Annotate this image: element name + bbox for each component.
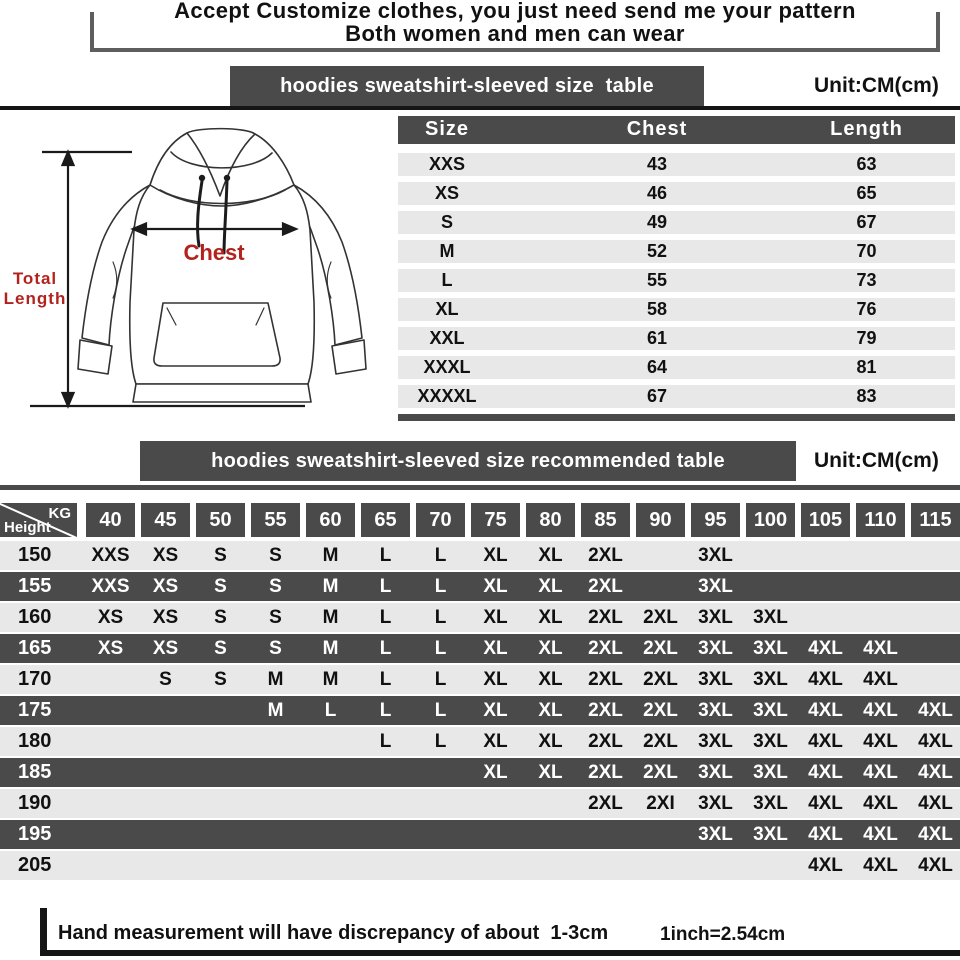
rec-size-cell: L bbox=[434, 731, 447, 752]
rec-size-cell: 3XL bbox=[698, 731, 733, 752]
rec-weight-header-cell: 110 bbox=[856, 503, 905, 537]
rec-size-cell: 4XL bbox=[863, 762, 898, 783]
rec-size-cell: 4XL bbox=[863, 855, 898, 876]
size-table-cell: M bbox=[439, 241, 455, 261]
rec-table-row bbox=[0, 789, 960, 818]
hoodie-measurement-diagram bbox=[0, 112, 400, 432]
rec-size-cell: L bbox=[379, 576, 392, 597]
rec-size-cell: XL bbox=[538, 669, 563, 690]
size-table-col-size: Size bbox=[424, 118, 470, 140]
rec-size-cell: M bbox=[267, 669, 284, 690]
size-table-cell: 64 bbox=[646, 357, 668, 377]
size-table-cell: 63 bbox=[856, 154, 877, 174]
rec-size-cell: XL bbox=[483, 638, 508, 659]
rec-table-row bbox=[0, 665, 960, 694]
rec-table-row bbox=[0, 727, 960, 756]
rec-size-cell: S bbox=[269, 576, 282, 597]
hoodie-hem-band bbox=[133, 384, 311, 402]
size-table-row bbox=[398, 269, 955, 292]
rec-size-cell: 2XL bbox=[588, 762, 623, 783]
divider-line-middle bbox=[0, 485, 960, 490]
size-table-cell: 52 bbox=[646, 241, 668, 261]
rec-size-cell: L bbox=[379, 700, 392, 721]
rec-size-cell: 3XL bbox=[753, 793, 788, 814]
rec-row-height-label: 195 bbox=[18, 823, 52, 845]
rec-size-cell: 2XL bbox=[643, 607, 678, 628]
size-table-cell: 83 bbox=[856, 386, 877, 406]
size-table-cell: XXXXL bbox=[417, 386, 477, 406]
size-table-cell: 76 bbox=[856, 299, 877, 319]
size-table-cell: XXL bbox=[429, 328, 465, 348]
rec-size-cell: M bbox=[322, 607, 339, 628]
rec-size-cell: 2XL bbox=[643, 700, 678, 721]
rec-weight-header-cell: 95 bbox=[691, 503, 740, 537]
rec-size-cell: 3XL bbox=[753, 638, 788, 659]
rec-size-cell: 3XL bbox=[753, 669, 788, 690]
rec-row-height-label: 180 bbox=[18, 730, 52, 752]
rec-weight-header-cell: 45 bbox=[141, 503, 190, 537]
size-table-row bbox=[398, 298, 955, 321]
size-table-cell: XL bbox=[435, 299, 459, 319]
size-table-cell: 73 bbox=[856, 270, 877, 290]
rec-size-cell: L bbox=[434, 638, 447, 659]
rec-size-cell: XS bbox=[97, 607, 124, 628]
rec-size-cell: S bbox=[269, 638, 282, 659]
rec-size-cell: 4XL bbox=[808, 762, 843, 783]
rec-size-cell: 4XL bbox=[863, 638, 898, 659]
total-length-label-line1: Total bbox=[12, 269, 58, 288]
rec-size-cell: 4XL bbox=[863, 824, 898, 845]
rec-size-cell: 3XL bbox=[753, 762, 788, 783]
rec-size-cell: 4XL bbox=[808, 731, 843, 752]
rec-size-cell: S bbox=[269, 607, 282, 628]
rec-size-cell: 4XL bbox=[808, 793, 843, 814]
rec-size-cell: 4XL bbox=[808, 669, 843, 690]
rec-size-cell: 4XL bbox=[808, 638, 843, 659]
rec-weight-header-cell: 100 bbox=[746, 503, 795, 537]
total-length-label-line2: Length bbox=[3, 289, 67, 308]
size-table-cell: 79 bbox=[856, 328, 877, 348]
rec-weight-header-cell: 70 bbox=[416, 503, 465, 537]
rec-weight-header-cell: 40 bbox=[86, 503, 135, 537]
rec-size-cell: 4XL bbox=[918, 793, 953, 814]
rec-size-cell: 4XL bbox=[918, 762, 953, 783]
rec-size-cell: XL bbox=[483, 731, 508, 752]
chest-label: Chest bbox=[183, 240, 245, 265]
rec-size-cell: 3XL bbox=[753, 607, 788, 628]
rec-size-cell: L bbox=[324, 700, 337, 721]
rec-size-cell: 3XL bbox=[698, 545, 733, 566]
rec-size-cell: XXS bbox=[91, 545, 130, 566]
rec-row-height-label: 170 bbox=[18, 668, 52, 690]
size-table-row bbox=[398, 211, 955, 234]
rec-size-cell: S bbox=[214, 576, 227, 597]
size-table-cell: 67 bbox=[856, 212, 877, 232]
rec-size-cell: 2XL bbox=[588, 607, 623, 628]
rec-size-cell: 2XL bbox=[588, 731, 623, 752]
rec-row-height-label: 150 bbox=[18, 544, 52, 566]
rec-size-cell: S bbox=[269, 545, 282, 566]
size-table-cell: 58 bbox=[646, 299, 668, 319]
rec-size-cell: XS bbox=[152, 545, 179, 566]
measurement-note: Hand measurement will have discrepancy of about 1-3cm bbox=[58, 922, 609, 944]
rec-table-row bbox=[0, 851, 960, 880]
rec-size-cell: L bbox=[434, 545, 447, 566]
rec-row-height-label: 155 bbox=[18, 575, 52, 597]
hoodie-left-cuff bbox=[78, 340, 112, 374]
rec-weight-header-cell: 80 bbox=[526, 503, 575, 537]
size-table-section-bar bbox=[230, 66, 704, 106]
size-table-row bbox=[398, 240, 955, 263]
rec-table-row bbox=[0, 758, 960, 787]
rec-size-cell: 4XL bbox=[863, 669, 898, 690]
rec-table-row bbox=[0, 820, 960, 849]
size-table-cell: L bbox=[441, 270, 453, 290]
rec-size-cell: 2XL bbox=[588, 669, 623, 690]
recommended-table-section-label: hoodies sweatshirt-sleeved size recommended table bbox=[211, 449, 725, 472]
size-table-cell: 65 bbox=[856, 183, 877, 203]
rec-size-cell: 4XL bbox=[808, 700, 843, 721]
size-table-cell: 46 bbox=[646, 183, 668, 203]
size-table-row bbox=[398, 182, 955, 205]
rec-size-cell: M bbox=[267, 700, 284, 721]
rec-size-cell: XS bbox=[152, 607, 179, 628]
rec-size-cell: 2XL bbox=[643, 638, 678, 659]
rec-size-cell: XL bbox=[538, 576, 563, 597]
size-table-section-label: hoodies sweatshirt-sleeved size table bbox=[280, 74, 654, 97]
inch-conversion-note: 1inch=2.54cm bbox=[660, 924, 786, 945]
rec-size-cell: 4XL bbox=[918, 824, 953, 845]
size-table-cell: S bbox=[440, 212, 453, 232]
page-title-line1: Accept Customize clothes, you just need send me your pattern bbox=[174, 0, 856, 23]
rec-size-cell: L bbox=[434, 576, 447, 597]
size-table-col-chest: Chest bbox=[626, 118, 688, 140]
size-table-cell: 43 bbox=[646, 154, 668, 174]
rec-size-cell: 4XL bbox=[918, 700, 953, 721]
rec-size-cell: 4XL bbox=[863, 700, 898, 721]
rec-row-height-label: 165 bbox=[18, 637, 52, 659]
hoodie-pocket bbox=[154, 303, 280, 366]
rec-size-cell: 4XL bbox=[918, 731, 953, 752]
rec-size-cell: XL bbox=[538, 638, 563, 659]
size-table-cell: XXXL bbox=[423, 357, 471, 377]
rec-size-cell: L bbox=[379, 638, 392, 659]
rec-size-cell: XXS bbox=[91, 576, 130, 597]
rec-size-cell: 4XL bbox=[918, 855, 953, 876]
size-table-cell: 55 bbox=[646, 270, 668, 290]
rec-size-cell: 2XL bbox=[588, 545, 623, 566]
rec-row-height-label: 185 bbox=[18, 761, 52, 783]
rec-size-cell: 3XL bbox=[753, 824, 788, 845]
rec-size-cell: L bbox=[434, 607, 447, 628]
rec-size-cell: XL bbox=[483, 762, 508, 783]
rec-size-cell: 3XL bbox=[698, 762, 733, 783]
size-table-cell: 49 bbox=[646, 212, 668, 232]
rec-size-cell: 3XL bbox=[698, 638, 733, 659]
size-table-header bbox=[398, 116, 955, 144]
rec-size-cell: XL bbox=[538, 607, 563, 628]
size-table-row bbox=[398, 153, 955, 176]
rec-size-cell: 3XL bbox=[698, 607, 733, 628]
size-table-cell: 61 bbox=[646, 328, 668, 348]
corner-kg-label: KG bbox=[48, 505, 71, 522]
recommended-table-corner-cell bbox=[0, 503, 77, 537]
rec-size-cell: XL bbox=[483, 545, 508, 566]
rec-size-cell: XL bbox=[538, 762, 563, 783]
rec-table-row bbox=[0, 572, 960, 601]
rec-size-cell: 4XL bbox=[808, 824, 843, 845]
rec-weight-header-cell: 105 bbox=[801, 503, 850, 537]
rec-size-cell: XL bbox=[483, 669, 508, 690]
size-table bbox=[398, 116, 955, 428]
rec-size-cell: 4XL bbox=[808, 855, 843, 876]
rec-weight-header-cell: 60 bbox=[306, 503, 355, 537]
recommended-table bbox=[0, 503, 960, 882]
rec-size-cell: 3XL bbox=[698, 700, 733, 721]
rec-size-cell: S bbox=[159, 669, 172, 690]
rec-size-cell: L bbox=[379, 731, 392, 752]
size-table-row bbox=[398, 356, 955, 379]
size-table-col-length: Length bbox=[830, 118, 903, 140]
rec-size-cell: 3XL bbox=[753, 731, 788, 752]
rec-size-cell: 2XL bbox=[643, 669, 678, 690]
divider-line-top bbox=[0, 106, 960, 110]
rec-size-cell: 2XI bbox=[646, 793, 675, 814]
rec-size-cell: XS bbox=[152, 576, 179, 597]
size-table-cell: XS bbox=[434, 183, 459, 203]
rec-size-cell: 3XL bbox=[698, 669, 733, 690]
rec-size-cell: S bbox=[214, 669, 227, 690]
unit-label-1: Unit:CM(cm) bbox=[814, 74, 939, 97]
rec-size-cell: XS bbox=[97, 638, 124, 659]
rec-size-cell: 2XL bbox=[588, 700, 623, 721]
rec-size-cell: 2XL bbox=[643, 762, 678, 783]
unit-label-2: Unit:CM(cm) bbox=[814, 449, 939, 472]
rec-size-cell: M bbox=[322, 545, 339, 566]
recommended-table-section-bar bbox=[140, 441, 796, 481]
rec-size-cell: M bbox=[322, 576, 339, 597]
rec-size-cell: XL bbox=[483, 607, 508, 628]
rec-size-cell: L bbox=[379, 607, 392, 628]
size-table-row bbox=[398, 385, 955, 408]
size-table-cell: 67 bbox=[646, 386, 668, 406]
rec-size-cell: 4XL bbox=[863, 731, 898, 752]
rec-table-row bbox=[0, 541, 960, 570]
rec-size-cell: 3XL bbox=[698, 824, 733, 845]
rec-size-cell: XL bbox=[483, 576, 508, 597]
size-table-bottom-bar bbox=[398, 414, 955, 421]
rec-table-row bbox=[0, 696, 960, 725]
rec-size-cell: S bbox=[214, 638, 227, 659]
rec-table-row bbox=[0, 603, 960, 632]
rec-row-height-label: 175 bbox=[18, 699, 52, 721]
size-table-cell: XXS bbox=[428, 154, 466, 174]
rec-weight-header-cell: 85 bbox=[581, 503, 630, 537]
rec-size-cell: 2XL bbox=[588, 576, 623, 597]
size-table-cell: 81 bbox=[856, 357, 877, 377]
footer-bottom-border bbox=[40, 950, 960, 956]
rec-size-cell: L bbox=[434, 700, 447, 721]
rec-size-cell: 3XL bbox=[753, 700, 788, 721]
rec-weight-header-cell: 75 bbox=[471, 503, 520, 537]
rec-size-cell: S bbox=[214, 545, 227, 566]
hoodie-right-cuff bbox=[332, 340, 366, 374]
size-table-row bbox=[398, 327, 955, 350]
corner-height-label: Height bbox=[4, 519, 51, 536]
rec-size-cell: L bbox=[434, 669, 447, 690]
rec-size-cell: XL bbox=[483, 700, 508, 721]
rec-size-cell: 4XL bbox=[863, 793, 898, 814]
rec-weight-header-cell: 115 bbox=[911, 503, 960, 537]
rec-weight-header-cell: 55 bbox=[251, 503, 300, 537]
rec-row-height-label: 160 bbox=[18, 606, 52, 628]
rec-size-cell: S bbox=[214, 607, 227, 628]
rec-size-cell: L bbox=[379, 669, 392, 690]
page-title-line2: Both women and men can wear bbox=[345, 21, 685, 46]
rec-weight-header-cell: 65 bbox=[361, 503, 410, 537]
rec-size-cell: M bbox=[322, 638, 339, 659]
rec-weight-header-cell: 90 bbox=[636, 503, 685, 537]
rec-size-cell: 3XL bbox=[698, 576, 733, 597]
rec-size-cell: L bbox=[379, 545, 392, 566]
rec-size-cell: XL bbox=[538, 731, 563, 752]
rec-size-cell: 2XL bbox=[588, 793, 623, 814]
rec-weight-header-cell: 50 bbox=[196, 503, 245, 537]
rec-row-height-label: 205 bbox=[18, 854, 52, 876]
rec-size-cell: 2XL bbox=[643, 731, 678, 752]
rec-size-cell: M bbox=[322, 669, 339, 690]
footer-left-border bbox=[40, 908, 47, 956]
rec-table-row bbox=[0, 634, 960, 663]
rec-size-cell: XS bbox=[152, 638, 179, 659]
rec-size-cell: 3XL bbox=[698, 793, 733, 814]
rec-size-cell: 2XL bbox=[588, 638, 623, 659]
rec-size-cell: XL bbox=[538, 700, 563, 721]
size-table-cell: 70 bbox=[856, 241, 877, 261]
rec-size-cell: XL bbox=[538, 545, 563, 566]
rec-row-height-label: 190 bbox=[18, 792, 52, 814]
